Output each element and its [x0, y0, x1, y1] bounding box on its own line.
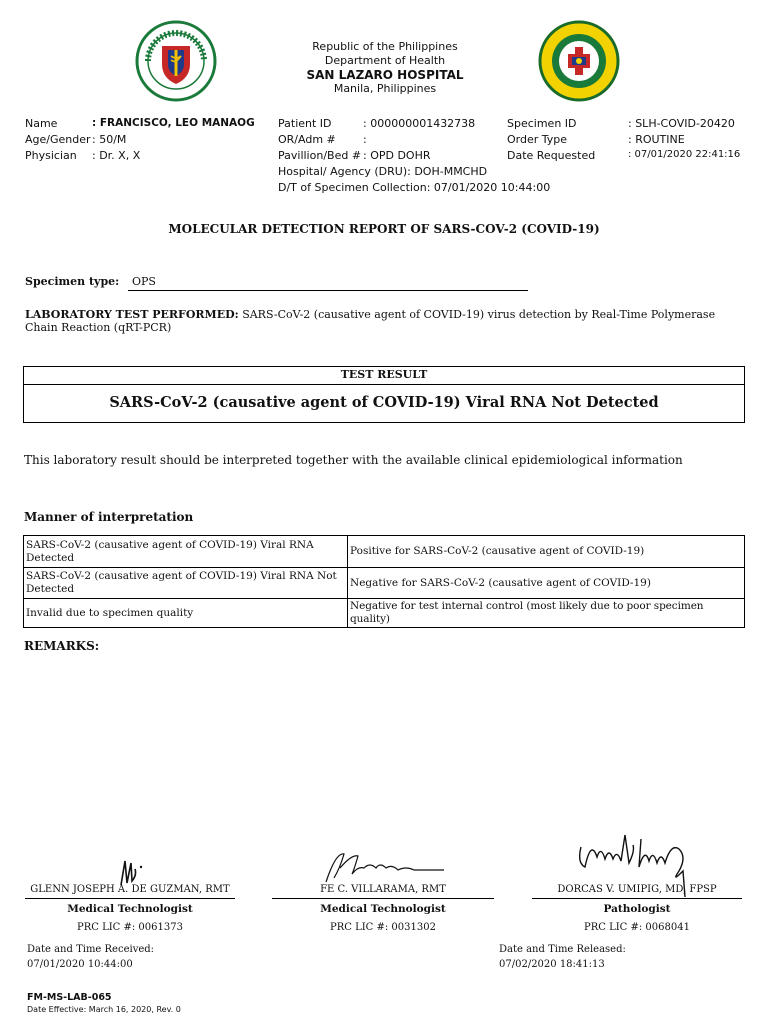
- department-of-health-seal: [537, 20, 621, 102]
- signature-villarama: [318, 848, 448, 886]
- report-title: MOLECULAR DETECTION REPORT OF SARS-COV-2 (COVID-19): [168, 222, 600, 236]
- hospital-name: SAN LAZARO HOSPITAL: [306, 68, 464, 82]
- physician-label: Physician: [25, 149, 77, 162]
- date-requested-label: Date Requested: [507, 149, 596, 162]
- form-code: FM-MS-LAB-065: [27, 992, 112, 1003]
- order-type-label: Order Type: [507, 133, 568, 146]
- interpretation-result-cell: SARS-CoV-2 (causative agent of COVID-19) Viral RNA Detected: [24, 536, 348, 568]
- interpretation-meaning-cell: Negative for test internal control (most likely due to poor specimen quality): [348, 599, 745, 628]
- signatory-2-license: PRC LIC #: 0031302: [330, 922, 436, 933]
- date-released-label: Date and Time Released:: [499, 944, 626, 955]
- signatory-2-name: FE C. VILLARAMA, RMT: [320, 884, 446, 895]
- signatory-1-license: PRC LIC #: 0061373: [77, 922, 183, 933]
- age-gender-label: Age/Gender: [25, 133, 91, 146]
- signatory-2-role: Medical Technologist: [320, 903, 446, 915]
- pavilion-value: : OPD DOHR: [363, 149, 431, 162]
- hospital-agency: Hospital/ Agency (DRU): DOH-MMCHD: [278, 165, 488, 178]
- signatory-1-line: [25, 898, 235, 899]
- signatory-2-line: [272, 898, 494, 899]
- specimen-collection-datetime: D/T of Specimen Collection: 07/01/2020 10:44:00: [278, 181, 551, 194]
- date-effective: Date Effective: March 16, 2020, Rev. 0: [27, 1005, 181, 1014]
- signatory-3-role: Pathologist: [603, 903, 671, 915]
- order-type-value: : ROUTINE: [628, 133, 685, 146]
- test-result-value: SARS-CoV-2 (causative agent of COVID-19) Viral RNA Not Detected: [109, 394, 659, 411]
- pavilion-label: Pavillion/Bed #: [278, 149, 362, 162]
- date-requested-value: : 07/01/2020 22:41:16: [628, 149, 741, 160]
- specimen-id-label: Specimen ID: [507, 117, 577, 130]
- lab-test-text: SARS-CoV-2 (causative agent of COVID-19) virus detection by Real-Time Polymerase Chain Reaction (qRT-PCR): [25, 308, 716, 334]
- patient-id-label: Patient ID: [278, 117, 332, 130]
- specimen-id-value: : SLH-COVID-20420: [628, 117, 735, 130]
- name-value: : FRANCISCO, LEO MANAOG: [92, 117, 255, 129]
- signatory-1-role: Medical Technologist: [67, 903, 193, 915]
- table-row: [24, 568, 745, 599]
- specimen-type-value: OPS: [132, 275, 156, 288]
- specimen-type-underline: [128, 290, 528, 291]
- table-row: [24, 536, 745, 568]
- test-result-header: TEST RESULT: [24, 367, 744, 385]
- date-released-value: 07/02/2020 18:41:13: [499, 959, 605, 970]
- signature-umipig: [575, 827, 700, 907]
- republic-line: Republic of the Philippines: [312, 40, 458, 53]
- signatory-3-line: [532, 898, 742, 899]
- interpretation-result-cell: SARS-CoV-2 (causative agent of COVID-19) Viral RNA Not Detected: [24, 568, 348, 599]
- signatory-3-license: PRC LIC #: 0068041: [584, 922, 690, 933]
- laboratory-test-performed: [25, 308, 725, 334]
- remarks-label: REMARKS:: [24, 639, 100, 653]
- interpretation-result-cell: Invalid due to specimen quality: [24, 599, 348, 628]
- age-gender-value: : 50/M: [92, 133, 127, 146]
- table-row: [24, 599, 745, 628]
- patient-id-value: : 000000001432738: [363, 117, 476, 130]
- physician-value: : Dr. X, X: [92, 149, 141, 162]
- signatory-1-name: GLENN JOSEPH A. DE GUZMAN, RMT: [30, 884, 230, 895]
- san-lazaro-hospital-seal: [135, 20, 217, 102]
- department-line: Department of Health: [324, 54, 446, 67]
- interpretation-meaning-cell: Positive for SARS-CoV-2 (causative agent of COVID-19): [348, 536, 745, 568]
- date-received-label: Date and Time Received:: [27, 944, 155, 955]
- lab-test-label: LABORATORY TEST PERFORMED:: [25, 308, 239, 321]
- test-result-box: [23, 366, 745, 423]
- manner-heading: Manner of interpretation: [24, 510, 194, 524]
- or-adm-value: :: [363, 133, 367, 146]
- interpretation-table: [23, 535, 745, 628]
- or-adm-label: OR/Adm #: [278, 133, 336, 146]
- date-received-value: 07/01/2020 10:44:00: [27, 959, 133, 970]
- interpretation-note: This laboratory result should be interpreted together with the available clinical epidemiological information: [24, 453, 683, 467]
- specimen-type-label: Specimen type:: [25, 275, 120, 288]
- name-label: Name: [25, 117, 58, 130]
- signatory-3-name: DORCAS V. UMIPIG, MD, FPSP: [557, 884, 717, 895]
- hospital-location: Manila, Philippines: [333, 82, 437, 95]
- interpretation-meaning-cell: Negative for SARS-CoV-2 (causative agent of COVID-19): [348, 568, 745, 599]
